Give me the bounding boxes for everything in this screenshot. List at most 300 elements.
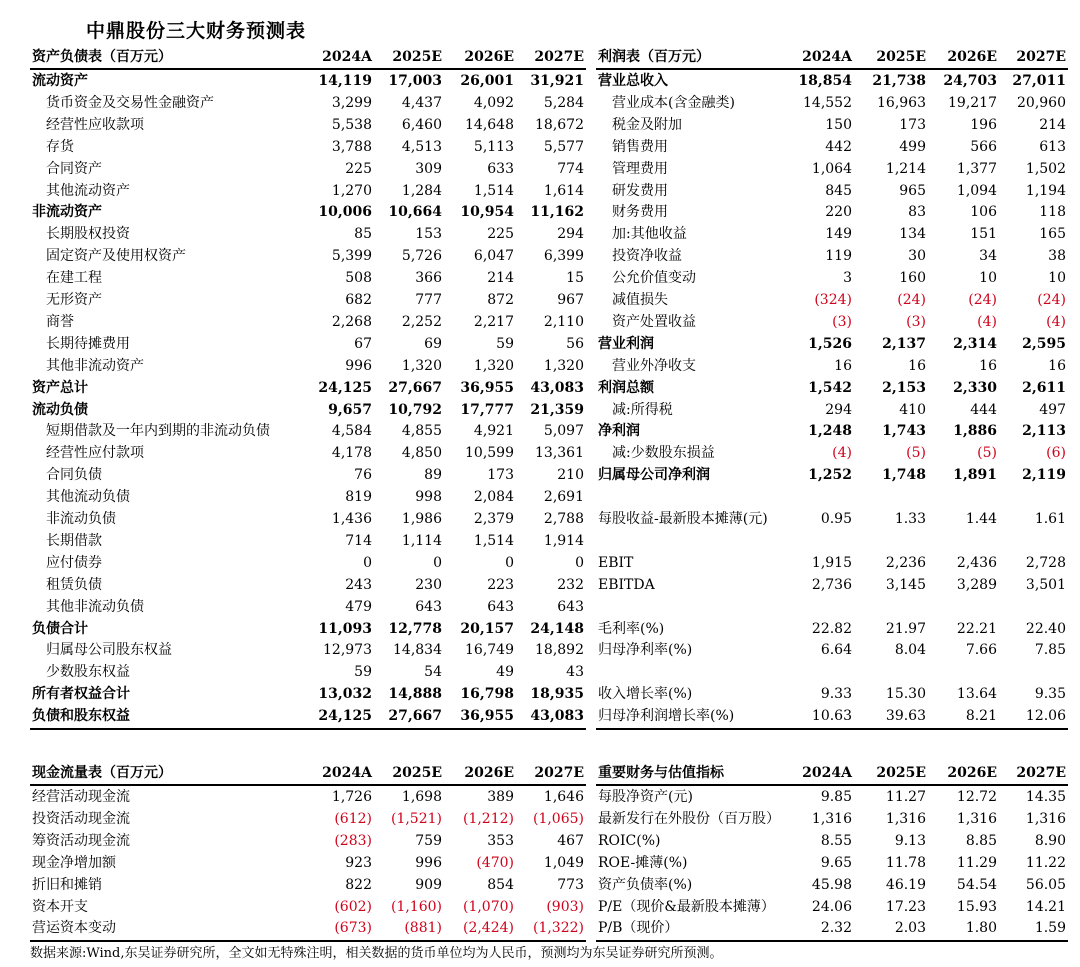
row-value: 996	[415, 854, 442, 871]
row-value: 5,726	[401, 248, 442, 265]
row-value: 67	[354, 335, 372, 352]
row-value: 149	[825, 226, 852, 243]
row-value: 7.85	[1034, 642, 1066, 659]
row-value: 923	[345, 854, 372, 871]
row-value: (2,424)	[462, 920, 514, 937]
row-value: 1.59	[1034, 920, 1066, 937]
row-value: 36,955	[460, 379, 514, 396]
table-row	[30, 618, 586, 640]
row-value: 20,157	[460, 620, 514, 637]
row-value: 14,648	[465, 116, 514, 133]
row-value: 11.29	[956, 854, 997, 871]
row-value: (4)	[977, 313, 997, 330]
row-label: 归属母公司净利润	[598, 467, 710, 484]
row-value: 8.85	[965, 832, 997, 849]
row-label: 非流动负债	[46, 511, 116, 527]
row-value: 2,595	[1022, 335, 1066, 352]
row-value: (612)	[334, 810, 372, 827]
row-value: 223	[487, 576, 514, 593]
row-value: 24,125	[318, 379, 372, 396]
row-value: 12,778	[388, 620, 442, 637]
row-label: 研发费用	[612, 182, 668, 199]
row-value: 2,330	[953, 379, 997, 396]
row-value: 389	[487, 789, 514, 805]
row-value: 15.93	[956, 898, 997, 915]
row-value: 14,888	[388, 686, 442, 703]
row-value: 11,162	[530, 204, 584, 221]
row-label: 货币资金及交易性金融资产	[46, 94, 214, 111]
row-value: 1,320	[473, 357, 514, 374]
row-label: 负债合计	[32, 620, 88, 637]
row-value: 151	[970, 226, 997, 243]
row-value: 49	[496, 664, 514, 681]
row-label: 无形资产	[46, 292, 102, 308]
row-value: 1.61	[1034, 511, 1066, 527]
row-label: 营运资本变动	[32, 920, 116, 937]
row-value: 0	[433, 554, 442, 571]
row-label: 营业总收入	[598, 73, 668, 89]
table-row	[30, 289, 586, 311]
row-value: 2,217	[473, 313, 514, 330]
row-value: 5,538	[331, 116, 372, 133]
row-value: 366	[415, 270, 442, 287]
table-row	[30, 917, 586, 939]
row-value: 153	[415, 226, 442, 243]
row-value: 714	[345, 532, 372, 549]
row-label: 非流动资产	[32, 204, 102, 221]
row-value: 2,110	[543, 313, 584, 330]
row-value: 160	[899, 270, 926, 287]
row-label: 归母净利润增长率(%)	[598, 708, 735, 725]
row-value: 4,855	[401, 423, 442, 440]
row-value: 444	[970, 401, 997, 418]
row-label: EBITDA	[598, 576, 655, 593]
row-value: 27,011	[1012, 73, 1066, 89]
row-label: ROIC(%)	[598, 832, 661, 849]
column-header-2025e: 2025E	[876, 765, 926, 781]
row-value: 2.03	[894, 920, 926, 937]
row-value: 2.32	[820, 920, 852, 937]
row-value: 14,552	[803, 94, 852, 111]
table-row	[30, 136, 586, 158]
table-header	[30, 46, 586, 70]
column-header-2026e: 2026E	[947, 765, 997, 781]
row-value: 2,137	[882, 335, 926, 352]
row-label: 资产负债率(%)	[598, 876, 693, 893]
table-row	[30, 874, 586, 896]
row-value: 1,614	[543, 182, 584, 199]
row-value: 14.21	[1025, 898, 1066, 915]
row-value: 1,743	[882, 423, 926, 440]
row-value: 6,047	[473, 248, 514, 265]
column-header-2025e: 2025E	[392, 765, 442, 781]
row-value: 2,611	[1022, 379, 1066, 396]
row-value: 5,284	[543, 94, 584, 111]
row-value: 1,214	[885, 160, 926, 177]
table-header-label: 现金流量表（百万元）	[32, 765, 172, 781]
row-value: 643	[487, 598, 514, 615]
row-value: 12.06	[1025, 708, 1066, 725]
row-value: 21,359	[530, 401, 584, 418]
table-row	[30, 420, 586, 442]
row-label: 商誉	[46, 313, 74, 330]
table-bottom-rule	[30, 728, 586, 730]
table-row	[30, 661, 586, 683]
row-value: 9.85	[820, 789, 852, 805]
table-row	[596, 399, 1068, 421]
row-value: (4)	[1046, 313, 1066, 330]
table-row	[596, 92, 1068, 114]
table-row	[30, 180, 586, 202]
row-value: 56.05	[1025, 876, 1066, 893]
row-value: 6.64	[820, 642, 852, 659]
row-value: 5,577	[543, 138, 584, 155]
table-row	[596, 683, 1068, 705]
row-value: 16	[1048, 357, 1066, 374]
table-row	[596, 530, 1068, 552]
row-value: 16	[979, 357, 997, 374]
row-value: 43,083	[530, 708, 584, 725]
table-row	[596, 552, 1068, 574]
column-header-2027e: 2027E	[1016, 765, 1066, 781]
row-value: 3,145	[885, 576, 926, 593]
row-value: 613	[1039, 138, 1066, 155]
row-value: 89	[424, 467, 442, 484]
row-value: 2,691	[543, 489, 584, 506]
row-value: 10.63	[811, 708, 852, 725]
table-row	[596, 486, 1068, 508]
row-value: 24,703	[943, 73, 997, 89]
table-row	[30, 786, 586, 808]
row-value: 499	[899, 138, 926, 155]
row-value: 83	[908, 204, 926, 221]
table-header-label: 利润表（百万元）	[598, 49, 710, 65]
row-value: 22.82	[811, 620, 852, 637]
column-header-2024a: 2024A	[802, 49, 852, 65]
row-value: 6,460	[401, 116, 442, 133]
row-value: 9.35	[1034, 686, 1066, 703]
table-row	[30, 486, 586, 508]
report-title: 中鼎股份三大财务预测表	[86, 20, 307, 42]
row-value: 9.13	[894, 832, 926, 849]
row-value: 16,749	[465, 642, 514, 659]
row-value: 14,834	[393, 642, 442, 659]
table-row	[30, 92, 586, 114]
row-label: 收入增长率(%)	[598, 686, 693, 703]
row-value: 1,514	[473, 532, 514, 549]
row-value: 1.80	[965, 920, 997, 937]
table-row	[596, 289, 1068, 311]
row-value: 1,284	[401, 182, 442, 199]
column-header-2026e: 2026E	[947, 49, 997, 65]
row-value: 1,891	[953, 467, 997, 484]
row-value: 2,119	[1022, 467, 1066, 484]
row-value: 9,657	[328, 401, 372, 418]
row-label: 其他流动负债	[46, 489, 130, 506]
row-label: 投资活动现金流	[32, 810, 130, 827]
row-value: 27,667	[388, 708, 442, 725]
table-row	[30, 245, 586, 267]
row-value: 1,270	[331, 182, 372, 199]
table-row	[596, 201, 1068, 223]
row-value: 4,584	[331, 423, 372, 440]
row-value: 43,083	[530, 379, 584, 396]
row-value: (3)	[832, 313, 852, 330]
row-value: (1,212)	[462, 810, 514, 827]
row-value: (1,065)	[532, 810, 584, 827]
row-label: 营业外净收支	[612, 357, 696, 374]
row-value: 43	[566, 664, 584, 681]
row-value: 10,599	[465, 445, 514, 462]
row-label: 短期借款及一年内到期的非流动负债	[46, 423, 270, 440]
table-row	[596, 70, 1068, 92]
row-label: 长期待摊费用	[46, 335, 130, 352]
row-value: 353	[487, 832, 514, 849]
row-label: 所有者权益合计	[32, 686, 130, 703]
row-value: 1,526	[808, 335, 852, 352]
row-value: 2,153	[882, 379, 926, 396]
row-value: 31,921	[530, 73, 584, 89]
row-value: 165	[1039, 226, 1066, 243]
table-row	[596, 158, 1068, 180]
row-value: 15	[566, 270, 584, 287]
row-value: 4,921	[473, 423, 514, 440]
row-label: 公允价值变动	[612, 270, 696, 287]
row-label: 经营活动现金流	[32, 789, 130, 805]
row-value: 643	[415, 598, 442, 615]
row-value: 8.90	[1034, 832, 1066, 849]
row-value: 1,726	[331, 789, 372, 805]
row-value: 2,728	[1025, 554, 1066, 571]
row-label: 固定资产及使用权资产	[46, 248, 186, 265]
row-value: 1,502	[1025, 160, 1066, 177]
row-value: 10,006	[318, 204, 372, 221]
row-value: 10,664	[388, 204, 442, 221]
row-label: 在建工程	[46, 270, 102, 287]
row-label: 每股净资产(元)	[598, 789, 693, 805]
row-value: 1.44	[965, 511, 997, 527]
row-label: 存货	[46, 138, 74, 155]
column-header-2024a: 2024A	[322, 765, 372, 781]
row-value: 196	[970, 116, 997, 133]
row-value: 59	[354, 664, 372, 681]
row-label: 筹资活动现金流	[32, 832, 130, 849]
row-value: 4,850	[401, 445, 442, 462]
row-label: 减:少数股东损益	[612, 445, 715, 462]
row-label: 负债和股东权益	[32, 708, 130, 725]
cash-flow-table	[30, 762, 586, 942]
row-label: 资本开支	[32, 898, 88, 915]
row-value: 777	[415, 292, 442, 308]
row-value: 294	[825, 401, 852, 418]
row-value: 1,542	[808, 379, 852, 396]
row-value: 17.23	[885, 898, 926, 915]
row-value: 566	[970, 138, 997, 155]
row-value: 22.40	[1025, 620, 1066, 637]
row-value: 24,125	[318, 708, 372, 725]
row-value: 45.98	[811, 876, 852, 893]
row-value: 2,113	[1022, 423, 1066, 440]
row-value: 46.19	[885, 876, 926, 893]
row-label: 折旧和摊销	[32, 876, 102, 893]
table-row	[596, 508, 1068, 530]
row-label: 合同负债	[46, 467, 102, 484]
row-label: 经营性应收款项	[46, 116, 144, 133]
table-row	[30, 442, 586, 464]
table-row	[30, 683, 586, 705]
row-value: 21,738	[872, 73, 926, 89]
row-value: 4,513	[401, 138, 442, 155]
table-row	[596, 596, 1068, 618]
row-value: 14,119	[318, 73, 372, 89]
row-value: 410	[899, 401, 926, 418]
row-value: 106	[970, 204, 997, 221]
row-value: 16,798	[460, 686, 514, 703]
row-value: (324)	[814, 292, 852, 308]
row-label: 经营性应付款项	[46, 445, 144, 462]
row-label: 长期股权投资	[46, 226, 130, 243]
table-row	[596, 896, 1068, 918]
row-value: 2,379	[473, 511, 514, 527]
row-value: 2,314	[953, 335, 997, 352]
table-header-label: 资产负债表（百万元）	[32, 49, 172, 65]
row-value: 854	[487, 876, 514, 893]
row-value: 2,436	[956, 554, 997, 571]
row-value: (6)	[1046, 445, 1066, 462]
row-value: 442	[825, 138, 852, 155]
table-row	[30, 158, 586, 180]
row-value: 4,437	[401, 94, 442, 111]
row-value: 1,514	[473, 182, 514, 199]
row-value: 759	[415, 832, 442, 849]
row-label: 合同资产	[46, 160, 102, 177]
row-value: 12.72	[956, 789, 997, 805]
row-value: 3,788	[331, 138, 372, 155]
table-row	[30, 377, 586, 399]
row-value: 1,914	[543, 532, 584, 549]
row-value: 30	[908, 248, 926, 265]
table-header	[596, 762, 1068, 786]
row-value: 14.35	[1025, 789, 1066, 805]
row-value: 1,248	[808, 423, 852, 440]
row-value: 3,289	[956, 576, 997, 593]
row-value: (24)	[1037, 292, 1066, 308]
row-value: 11.22	[1025, 854, 1066, 871]
table-row	[30, 201, 586, 223]
row-value: 134	[899, 226, 926, 243]
row-value: (5)	[906, 445, 926, 462]
row-value: 1,094	[956, 182, 997, 199]
row-label: ROE-摊薄(%)	[598, 854, 688, 871]
row-value: 909	[415, 876, 442, 893]
row-value: 12,973	[323, 642, 372, 659]
table-row	[596, 311, 1068, 333]
row-value: 998	[415, 489, 442, 506]
row-value: (283)	[334, 832, 372, 849]
row-value: 1,986	[401, 511, 442, 527]
row-value: 1,114	[401, 532, 442, 549]
row-value: (24)	[968, 292, 997, 308]
row-value: (881)	[404, 920, 442, 937]
row-value: (1,521)	[390, 810, 442, 827]
row-label: 现金净增加额	[32, 854, 116, 871]
column-header-2027e: 2027E	[1016, 49, 1066, 65]
row-value: 13,032	[318, 686, 372, 703]
row-value: 819	[345, 489, 372, 506]
row-value: 497	[1039, 401, 1066, 418]
row-value: 0.95	[820, 511, 852, 527]
row-value: 1,064	[811, 160, 852, 177]
row-value: 0	[575, 554, 584, 571]
row-value: 54	[424, 664, 442, 681]
row-value: 21.97	[885, 620, 926, 637]
row-value: 24,148	[530, 620, 584, 637]
row-value: 11.78	[885, 854, 926, 871]
table-row	[30, 311, 586, 333]
table-row	[30, 223, 586, 245]
row-value: 18,672	[535, 116, 584, 133]
row-label: 其他非流动资产	[46, 357, 144, 374]
row-label: 资产总计	[32, 379, 88, 396]
table-row	[30, 267, 586, 289]
table-row	[596, 223, 1068, 245]
row-label: 营业成本(含金融类)	[612, 94, 735, 111]
row-value: 19,217	[948, 94, 997, 111]
row-label: 净利润	[598, 423, 640, 440]
row-value: 56	[566, 335, 584, 352]
row-label: 毛利率(%)	[598, 620, 665, 637]
row-value: 225	[487, 226, 514, 243]
row-value: 1,316	[885, 810, 926, 827]
row-value: 8.04	[894, 642, 926, 659]
row-label: 加:其他收益	[612, 226, 687, 243]
table-row	[596, 355, 1068, 377]
table-row	[596, 180, 1068, 202]
row-value: 36,955	[460, 708, 514, 725]
row-value: 872	[487, 292, 514, 308]
row-value: 1,646	[543, 789, 584, 805]
table-row	[596, 786, 1068, 808]
row-value: 5,097	[543, 423, 584, 440]
row-value: 9.65	[820, 854, 852, 871]
row-value: 9.33	[820, 686, 852, 703]
row-label: 其他非流动负债	[46, 598, 144, 615]
row-value: 17,003	[388, 73, 442, 89]
row-label: 营业利润	[598, 335, 654, 352]
table-row	[596, 245, 1068, 267]
column-header-2026e: 2026E	[464, 49, 514, 65]
row-value: (4)	[832, 445, 852, 462]
table-row	[596, 420, 1068, 442]
row-value: 243	[345, 576, 372, 593]
row-value: 1,320	[401, 357, 442, 374]
row-value: (1,070)	[462, 898, 514, 915]
row-label: 资产处置收益	[612, 313, 696, 330]
row-value: 11.27	[885, 789, 926, 805]
row-value: 845	[825, 182, 852, 199]
row-label: 长期借款	[46, 532, 102, 549]
row-value: 54.54	[956, 876, 997, 893]
table-row	[30, 896, 586, 918]
table-row	[30, 552, 586, 574]
row-value: 5,113	[473, 138, 514, 155]
row-value: 309	[415, 160, 442, 177]
row-value: 18,854	[798, 73, 852, 89]
row-value: 18,935	[530, 686, 584, 703]
table-row	[30, 464, 586, 486]
row-label: P/E（现价&最新股本摊薄）	[598, 898, 775, 915]
row-value: 1.33	[894, 511, 926, 527]
